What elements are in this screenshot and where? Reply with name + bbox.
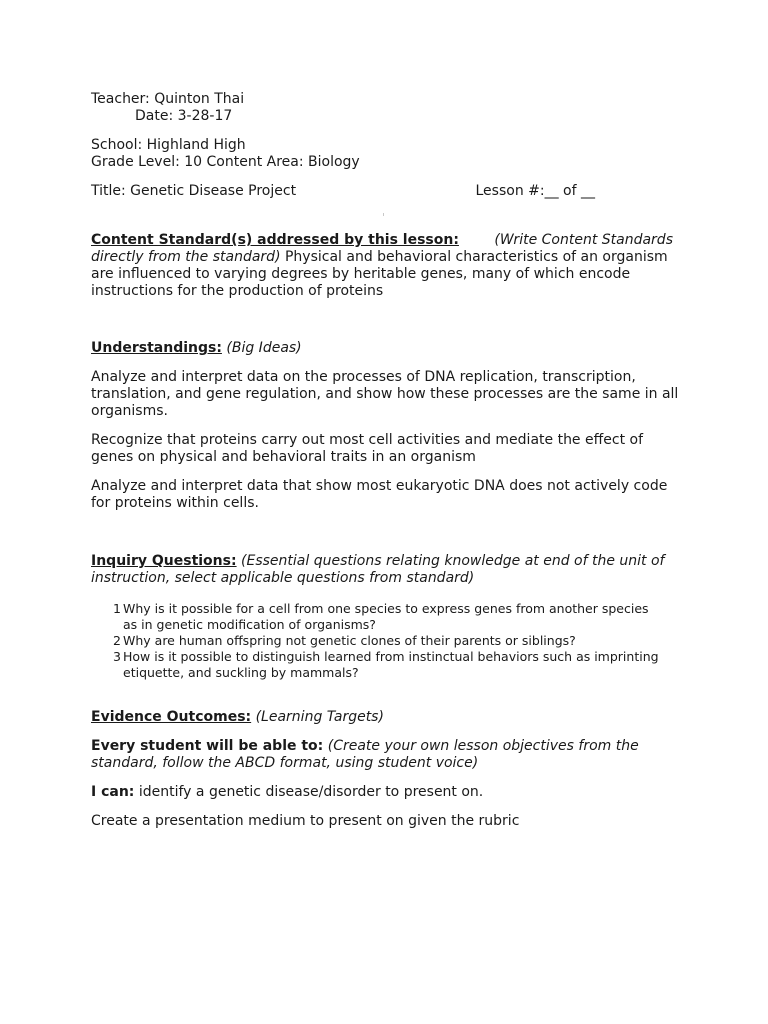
teacher-line: Teacher: Quinton Thai: [91, 91, 245, 107]
content-standard-text: Physical and behavioral characteristics of an organism: [280, 249, 668, 265]
content-standard-heading: Content Standard(s) addressed by this lesson:: [91, 232, 459, 248]
list-item: 3 How is it possible to distinguish learned from instinctual behaviors such as imprinting etiquette, and suckling by mammals?: [91, 649, 691, 681]
every-student-note: (Create your own lesson objectives from the: [323, 738, 639, 754]
inquiry-section: [91, 553, 691, 681]
understanding-item: Recognize that proteins carry out most cell activities and mediate the effect of genes on physical and behavioral traits in an organism: [91, 432, 644, 465]
question-number: 1: [113, 601, 121, 616]
evidence-section: [91, 709, 691, 830]
inquiry-heading: Inquiry Questions:: [91, 553, 237, 569]
i-can-text: identify a genetic disease/disorder to present on.: [134, 784, 484, 800]
every-student-note-cont: standard, follow the ABCD format, using student voice): [91, 755, 479, 771]
inquiry-question-list: [91, 601, 691, 681]
question-number: 2: [113, 633, 121, 648]
list-item: 1 Why is it possible for a cell from one species to express genes from another species as in genetic modification of organisms?: [91, 601, 691, 633]
content-standard-section: [91, 232, 691, 300]
content-standard-text-line3: instructions for the production of proteins: [91, 283, 384, 299]
lesson-plan-document: [91, 91, 691, 830]
date-line: Date: 3-28-17: [135, 108, 233, 124]
grade-line: Grade Level: 10 Content Area: Biology: [91, 154, 360, 170]
inquiry-note-cont: instruction, select applicable questions from standard): [91, 570, 475, 586]
list-item: 2 Why are human offspring not genetic clones of their parents or siblings?: [91, 633, 691, 649]
every-student-label: Every student will be able to:: [91, 738, 324, 754]
question-number: 3: [113, 649, 121, 664]
content-standard-text-line2: are influenced to varying degrees by heritable genes, many of which encode: [91, 266, 631, 282]
understandings-note: (Big Ideas): [226, 340, 302, 356]
title-row: [91, 183, 595, 200]
understandings-heading: Understandings:: [91, 340, 222, 356]
understanding-item: Analyze and interpret data that show most eukaryotic DNA does not actively code for proteins within cells.: [91, 478, 668, 511]
lesson-title: Title: Genetic Disease Project: [91, 183, 297, 199]
school-line: School: Highland High: [91, 137, 246, 153]
evidence-note: (Learning Targets): [255, 709, 384, 725]
inquiry-note: (Essential questions relating knowledge at end of the unit of: [241, 553, 665, 569]
i-can-label: I can:: [91, 784, 135, 800]
understandings-section: [91, 340, 691, 512]
lesson-number: Lesson #:__ of __: [475, 183, 595, 199]
content-standard-note-cont: directly from the standard): [91, 249, 281, 265]
evidence-heading: Evidence Outcomes:: [91, 709, 252, 725]
content-standard-note: (Write Content Standards: [494, 232, 673, 248]
understanding-item: Analyze and interpret data on the processes of DNA replication, transcription, translation, and gene regulation, and show how these processes are the same in all organisms.: [91, 369, 679, 419]
create-presentation-line: Create a presentation medium to present on given the rubric: [91, 813, 520, 829]
